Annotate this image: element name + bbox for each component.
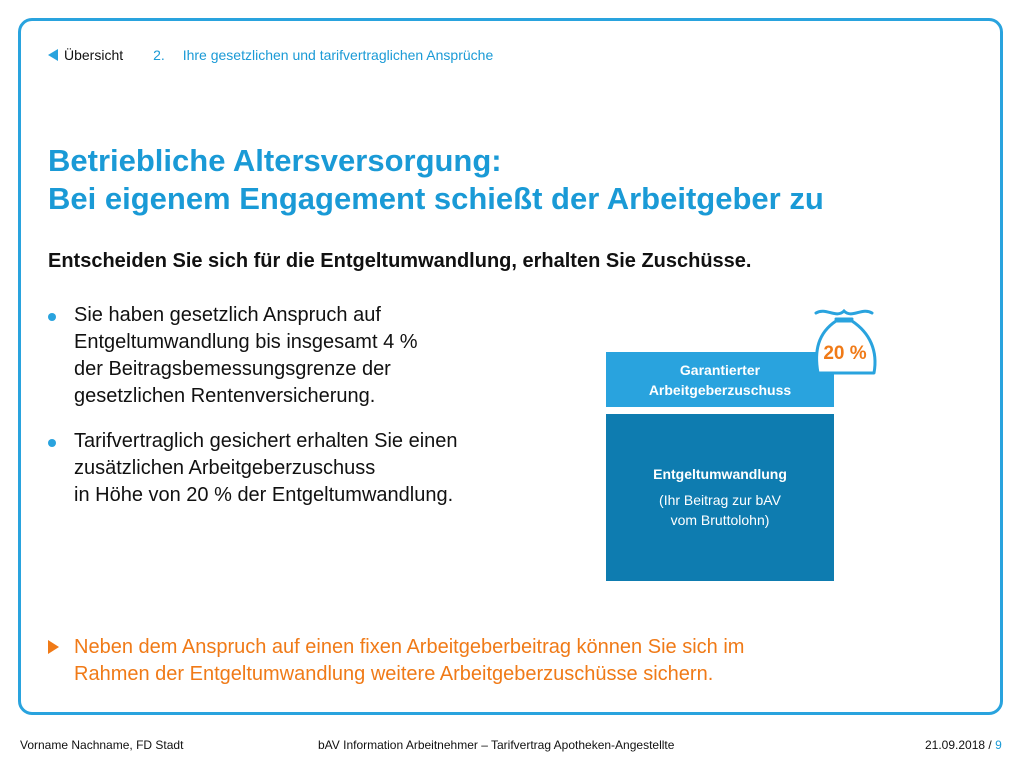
guaranteed-employer-subsidy-box (606, 352, 834, 407)
footer-separator: / (985, 738, 996, 752)
footer-date-page (925, 738, 1002, 752)
footer-date: 21.09.2018 (925, 738, 986, 752)
money-bag-icon (806, 305, 882, 377)
bullet-dot-icon (48, 439, 56, 447)
page-number: 9 (995, 738, 1002, 752)
section-number: 2. (153, 47, 165, 63)
bullet-item (48, 302, 568, 410)
box-bottom-subtitle: (Ihr Beitrag zur bAV vom Bruttolohn) (659, 491, 781, 528)
back-label: Übersicht (64, 47, 124, 63)
box-top-line-1: Garantierter (679, 361, 761, 378)
bullet-text: Tarifvertraglich gesichert erhalten Sie einen zusätzlichen Arbeitgeberzuschuss in Höhe von 20 % der Entgeltumwandlung. (74, 430, 458, 506)
title-line-1: Betriebliche Altersversorgung: (48, 143, 502, 178)
page-title (48, 142, 824, 218)
highlight-note (48, 634, 948, 688)
subtitle: Entscheiden Sie sich für die Entgeltumwandlung, erhalten Sie Zuschüsse. (48, 250, 752, 272)
breadcrumb (48, 47, 493, 63)
bullet-list (48, 302, 568, 527)
triangle-right-icon (48, 640, 59, 654)
box-bottom-title: Entgeltumwandlung (653, 465, 787, 482)
section-breadcrumb[interactable] (153, 47, 493, 63)
footer-title: bAV Information Arbeitnehmer – Tarifvertrag Apotheken-Angestellte (318, 738, 675, 752)
box-top-line-2: Arbeitgeberzuschuss (648, 381, 792, 398)
footer-author: Vorname Nachname, FD Stadt (20, 738, 184, 752)
salary-conversion-box (606, 414, 834, 581)
subsidy-percent-label: 20 % (823, 343, 867, 364)
title-line-2: Bei eigenem Engagement schießt der Arbeitgeber zu (48, 181, 824, 216)
note-text: Neben dem Anspruch auf einen fixen Arbeitgeberbeitrag können Sie sich im Rahmen der Entgeltumwandlung weitere Arbeitgeberzuschüsse sichern. (74, 636, 745, 685)
back-to-overview-link[interactable] (48, 47, 123, 63)
section-title: Ihre gesetzlichen und tarifvertraglichen Ansprüche (182, 47, 494, 63)
bullet-item (48, 428, 568, 509)
bullet-dot-icon (48, 313, 56, 321)
triangle-left-icon (48, 49, 58, 61)
bullet-text: Sie haben gesetzlich Anspruch auf Entgeltumwandlung bis insgesamt 4 % der Beitragsbemessungsgrenze der gesetzlichen Rentenversicherung. (74, 304, 418, 407)
